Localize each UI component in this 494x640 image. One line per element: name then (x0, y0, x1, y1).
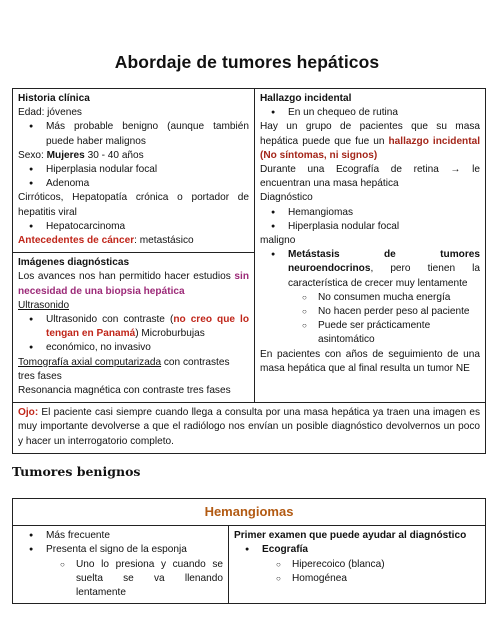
list-item: ○ Homogénea (234, 572, 480, 586)
list-item: ○ Puede ser prácticamente asintomático (260, 319, 480, 347)
antecedentes-line: Antecedentes de cáncer: metastásico (18, 235, 194, 247)
hemangiomas-heading: Hemangiomas (13, 499, 486, 526)
ojo-paragraph: Ojo: El paciente casi siempre cuando llega a consulta por una masa hepática ya traen una imagen es muy importante devolverse a que el radiólogo nos envían un posible diagnóstico devolvernos un poco y hacer un interrogatorio completo. (18, 407, 480, 447)
seguimiento-paragraph: En pacientes con años de seguimiento de una masa hepática que al final resulta un tumor NE (260, 348, 480, 374)
section-title: Tumores benignos (12, 464, 141, 479)
metastasis-sublist (260, 291, 480, 348)
historia-clinica-cell (13, 89, 255, 253)
grupo-paragraph: Hay un grupo de pacientes que su masa hepática puede que fue un hallazgo incidental (No síntomas, ni signos) (260, 121, 481, 161)
ecografia-sublist (234, 558, 480, 586)
historia-heading: Historia clínica (18, 93, 90, 104)
edad-line: Edad: jóvenes (18, 107, 82, 119)
diagnostico-line: Diagnóstico (260, 192, 313, 204)
cirroticos-list (18, 220, 249, 234)
diagnostico-list (260, 206, 480, 234)
list-item: ○ No consumen mucha energía (260, 291, 480, 305)
list-item: ○ Uno lo presiona y cuando se suelta se va llenando lentamente (18, 558, 223, 601)
ultrasonido-heading: Ultrasonido (18, 299, 70, 311)
esponja-sublist (18, 558, 223, 601)
list-item: ○ Hiperecoico (blanca) (234, 558, 480, 572)
list-item: ● económico, no invasivo (18, 341, 249, 355)
hallazgo-heading: Hallazgo incidental (260, 93, 352, 104)
list-item: ● Ecografía (234, 543, 480, 557)
ojo-cell (13, 403, 486, 454)
list-item: ● Ultrasonido con contraste (no creo que lo tengan en Panamá) Microburbujas (18, 313, 249, 341)
list-item: ○ No hacen perder peso al paciente (260, 305, 480, 319)
list-item: ● Metástasis de tumores neuroendocrinos, pero tienen la característica de crecer muy lentamente (260, 248, 480, 291)
abordaje-table (12, 88, 486, 454)
primer-examen-heading: Primer examen que puede ayudar al diagnóstico (234, 530, 467, 542)
hemangiomas-table (12, 498, 486, 604)
list-item: ● En un chequeo de rutina (260, 106, 480, 120)
imagenes-heading: Imágenes diagnósticas (18, 257, 130, 269)
imagenes-cell (13, 253, 255, 403)
list-item: ● Presenta el signo de la esponja (18, 543, 223, 557)
ultrasonido-list (18, 313, 249, 356)
page-title: Abordaje de tumores hepáticos (114, 52, 380, 72)
durante-paragraph: Durante una Ecografía de retina → le encuentran una masa hepática (260, 164, 480, 190)
avances-paragraph: Los avances nos han permitido hacer estudios sin necesidad de una biopsia hepática (18, 271, 249, 297)
list-item: ● Adenoma (18, 177, 249, 191)
hemangiomas-right-cell (229, 526, 486, 604)
sexo-list (18, 163, 249, 191)
list-item: ● Hiperplasia nodular focal (18, 163, 249, 177)
list-item: ● Hemangiomas (260, 206, 480, 220)
maligno-line: maligno (260, 235, 296, 247)
maligno-list (260, 248, 480, 291)
hemangiomas-list (18, 529, 223, 557)
tomografia-line: Tomografía axial computarizada con contrastes tres fases (18, 356, 230, 382)
list-item: ● Más frecuente (18, 529, 223, 543)
cirroticos-line: Cirróticos, Hepatopatía crónica o portador de hepatitis viral (18, 192, 249, 218)
resonancia-line: Resonancia magnética con contraste tres fases (18, 385, 231, 397)
chequeo-list (260, 106, 480, 120)
list-item: ● Hepatocarcinoma (18, 220, 249, 234)
list-item: ● Más probable benigno (aunque también puede haber malignos (18, 120, 249, 148)
hallazgo-incidental-cell (255, 89, 486, 403)
sexo-line: Sexo: Mujeres 30 - 40 años (18, 149, 144, 161)
edad-list (18, 120, 249, 148)
list-item: ● Hiperplasia nodular focal (260, 220, 480, 234)
hemangiomas-left-cell (13, 526, 229, 604)
ecografia-list (234, 543, 480, 557)
